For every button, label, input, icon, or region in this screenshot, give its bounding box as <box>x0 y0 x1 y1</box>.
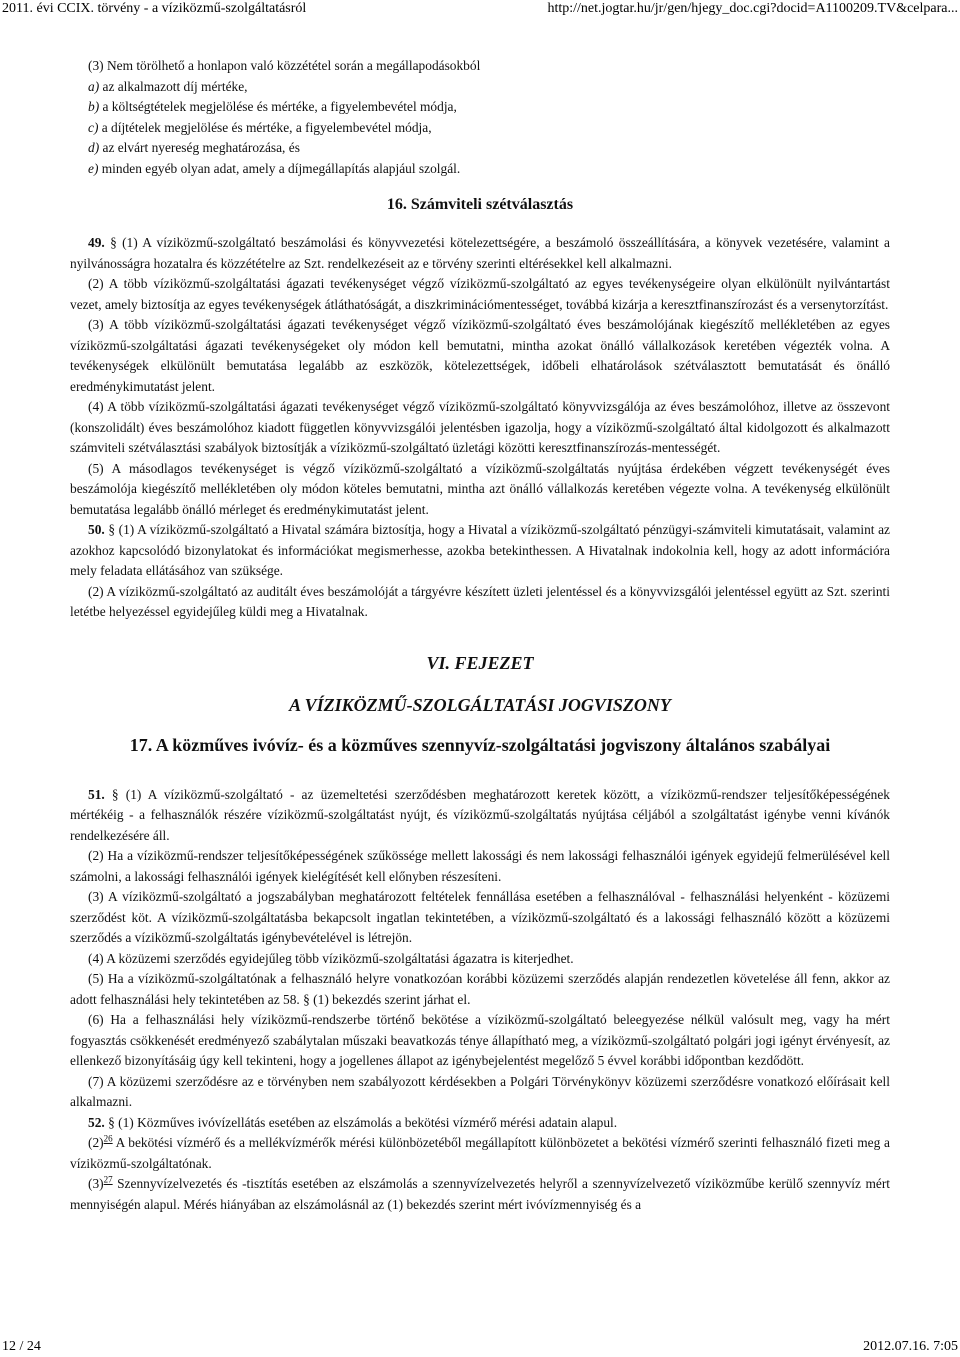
section-heading-16: 16. Számviteli szétválasztás <box>386 196 574 213</box>
s51-para-3: (3) A víziközmű-szolgáltató a jogszabályban meghatározott feltételek fennállása esetében a felhasználóval - felhasználási helyenként - közüzemi szerződést köt. A víziközmű-szolgáltatásba bekapcsolt ingatlan tekintetében, a víziközmű-szolgáltató és a lakossági felhasználó között a közüzemi szerződés a víziközmű-szolgáltatás igénybevételével is létrejön. <box>70 889 890 945</box>
list-text: minden egyéb olyan adat, amely a díjmegállapítás alapjául szolgál. <box>98 160 461 176</box>
document-body <box>70 56 890 1215</box>
s51-para-5: (5) Ha a víziközmű-szolgáltatónak a felhasználó helyre vonatkozóan korábbi közüzemi szerződés alapján rendezetlen követelése áll fenn, akkor az adott felhasználási hely tekintetében az 58. § (1) bekezdés szerint járhat el. <box>70 971 890 1007</box>
print-datetime: 2012.07.16. 7:05 <box>863 1339 958 1354</box>
list-text: az alkalmazott díj mértéke, <box>99 78 248 94</box>
s52-para-1 <box>70 1113 890 1134</box>
s52-para-3 <box>70 1174 890 1215</box>
paragraph-number: 52. <box>88 1114 105 1130</box>
section-heading-17: 17. A közműves ivóvíz- és a közműves szennyvíz-szolgáltatási jogviszony általános szabályai <box>129 734 831 755</box>
s49-para-5: (5) A másodlagos tevékenységet is végző víziközmű-szolgáltató a víziközmű-szolgáltatás nyújtása érdekében végzett tevékenységét éves beszámolója kiegészítő mellékletében oly módon köteles bemutatni, mintha azt önálló vállalkozás keretében végezte volna. A tevékenység elkülönült bemutatása legalább önálló mérleget és eredménykimutatást jelent. <box>70 460 890 517</box>
paragraph-number: 50. <box>88 522 105 537</box>
s51-para-2: (2) Ha a víziközmű-rendszer teljesítőképességének szűkössége mellett lakossági és nem lakossági felhasználói igények egyidejű felmerülésével kell számolni, a lakossági felhasználói igények kielégítését kell előnyben részesíteni. <box>70 848 890 884</box>
s51-para-1 <box>70 785 890 847</box>
paragraph-number: 49. <box>88 235 105 250</box>
s49-para-2: (2) A több víziközmű-szolgáltatási ágazati tevékenységet végző víziközmű-szolgáltató az egyes tevékenységeire olyan elkülönült nyilvántartást vezet, amely biztosítja az egyes tevékenységek átláthatóságát, a diszkriminációmentességet, továbbá kizárja a keresztfinanszírozást és a versenytorzítást. <box>70 276 890 312</box>
list-text: az elvárt nyereség meghatározása, és <box>99 140 300 155</box>
section-52 <box>70 1113 890 1216</box>
section-48-3 <box>70 56 890 179</box>
list-item <box>70 77 890 98</box>
s52-p1-text: § (1) Közműves ivóvízellátás esetében az elszámolás a bekötési vízmérő mérési adatain alapul. <box>104 1114 618 1130</box>
section-51 <box>70 785 890 1113</box>
s52-p3-num: (3) <box>88 1176 104 1191</box>
header-url[interactable]: http://net.jogtar.hu/jr/gen/hjegy_doc.cgi?docid=A1100209.TV&celpara... <box>547 1 958 16</box>
page-footer <box>0 1337 960 1357</box>
list-letter: d) <box>88 140 100 155</box>
list-letter: c) <box>88 119 99 135</box>
list-text: a költségtételek megjelölése és mértéke, a figyelembevétel módja, <box>99 99 457 114</box>
s50-p1-text: § (1) A víziközmű-szolgáltató a Hivatal számára biztosítja, hogy a Hivatal a víziközmű-szolgáltató pénzügyi-számviteli kimutatásait, valamint az azokhoz kapcsolódó bizonylatokat és információkat megismerhesse, azokba betekinthessen. A Hivatalnak indokolnia kell, hogy az adott információra mely feladata ellátásához van szüksége. <box>70 522 890 578</box>
s52-p2-num: (2) <box>88 1135 104 1150</box>
s51-para-6: (6) Ha a felhasználási hely víziközmű-rendszerbe történő bekötése a víziközmű-szolgáltató beleegyezése nélkül valósult meg, vagy ha mért fogyasztás csökkenését eredményező szabálytalan műszaki beavatkozás ténye állapítható meg, a víziközmű-szolgáltató polgári jogi igényt érvényesít, az ellenkező bizonyításáig úgy kell tekinteni, hogy a jogellenes állapot az igénybejelentést megelőző 5 évvel korábbi időpontban kezdődött. <box>70 1012 890 1068</box>
section-50 <box>70 520 890 623</box>
list-letter: e) <box>88 160 99 176</box>
s52-para-2 <box>70 1133 890 1174</box>
s50-para-1 <box>70 520 890 582</box>
s50-para-2: (2) A víziközmű-szolgáltató az auditált éves beszámolóját a tárgyévre készített üzleti jelentéssel és a könyvvizsgálói jelentéssel együtt az Szt. szerinti letétbe helyezéssel egyidejűleg küldi meg a Hivatalnak. <box>70 583 890 619</box>
s49-para-1 <box>70 233 890 274</box>
list-item <box>70 138 890 159</box>
s51-para-7: (7) A közüzemi szerződésre az e törvényben nem szabályozott kérdésekben a Polgári Törvénykönyv közüzemi szerződésre vonatkozó előírásait kell alkalmazni. <box>70 1073 890 1109</box>
list-item <box>70 118 890 139</box>
section-49 <box>70 233 890 520</box>
page-counter: 12 / 24 <box>2 1339 41 1354</box>
paragraph-number: 51. <box>88 786 105 802</box>
page-header <box>0 0 960 18</box>
s51-p1-text: § (1) A víziközmű-szolgáltató - az üzemeltetési szerződésben meghatározott keretek között, a víziközmű-rendszer teljesítőképességének mértékéig - a felhasználók részére víziközmű-szolgáltatást nyújt, és víziközmű-szolgáltatás nyújtása céljából a szolgáltatást igénybe venni kívánók rendelkezésére áll. <box>70 786 890 843</box>
s51-para-4: (4) A közüzemi szerződés egyidejűleg több víziközmű-szolgáltatási ágazatra is kiterjedhet. <box>88 950 574 966</box>
chapter-title: A VÍZIKÖZMŰ-SZOLGÁLTATÁSI JOGVISZONY <box>289 694 671 715</box>
footnote-link-26[interactable]: 26 <box>103 1133 113 1144</box>
s49-p1-text: § (1) A víziközmű-szolgáltató beszámolási és könyvvezetési kötelezettségére, a beszámoló összeállítására, a könyvek vezetésére, valamint a nyilvánosságra hozatalra és közzétételre az Szt. rendelkezéseit az e törvény szerinti eltérésekkel kell alkalmazni. <box>70 235 890 271</box>
list-item <box>70 159 890 180</box>
list-item <box>70 97 890 118</box>
header-title: 2011. évi CCIX. törvény - a víziközmű-szolgáltatásról <box>2 1 307 16</box>
footnote-link-27[interactable]: 27 <box>103 1174 113 1185</box>
s48-3-intro: (3) Nem törölhető a honlapon való közzététel során a megállapodásokból <box>88 58 481 73</box>
s52-p2-text: A bekötési vízmérő és a mellékvízmérők mérési különbözetéből megállapított különbözetet a bekötési vízmérő szerinti felhasználó fizeti meg a víziközmű-szolgáltatónak. <box>70 1135 890 1171</box>
list-letter: b) <box>88 99 100 114</box>
list-letter: a) <box>88 78 100 94</box>
chapter-number: VI. FEJEZET <box>426 652 534 673</box>
s49-para-3: (3) A több víziközmű-szolgáltatási ágazati tevékenységet végző víziközmű-szolgáltató éves beszámolójának kiegészítő mellékletében az egyes víziközmű-szolgáltatási ágazati tevékenységeket oly módon kell bemutatni, mintha azokat önálló vállalkozások keretében végezték volna. A tevékenységek elkülönült bemutatása legalább az eszközök, kötelezettségek, időbeli elhatárolások szétválasztott bemutatását és önálló eredménykimutatást jelent. <box>70 317 890 394</box>
s49-para-4: (4) A több víziközmű-szolgáltatási ágazati tevékenységet végző víziközmű-szolgáltató könyvvizsgálója az éves beszámolóhoz, illetve az összevont (konszolidált) éves beszámolóhoz kiadott független könyvvizsgálói jelentésben igazolja, hogy a víziközmű-szolgáltató által kidolgozott és alkalmazott számviteli szétválasztási szabályok biztosítják a víziközmű-szolgáltató üzletági közötti keresztfinanszírozás-mentességét. <box>70 399 890 455</box>
list-text: a díjtételek megjelölése és mértéke, a figyelembevétel módja, <box>98 119 432 135</box>
s52-p3-text: Szennyvízelvezetés és -tisztítás esetében az elszámolás a szennyvízelvezetés helyről a szennyvízelvezető víziközműbe kerülő szennyvíz mért mennyiségén alapul. Mérés hiányában az elszámolásnál az (1) bekezdés szerint mért ivóvízmennyiség és a <box>70 1176 890 1212</box>
